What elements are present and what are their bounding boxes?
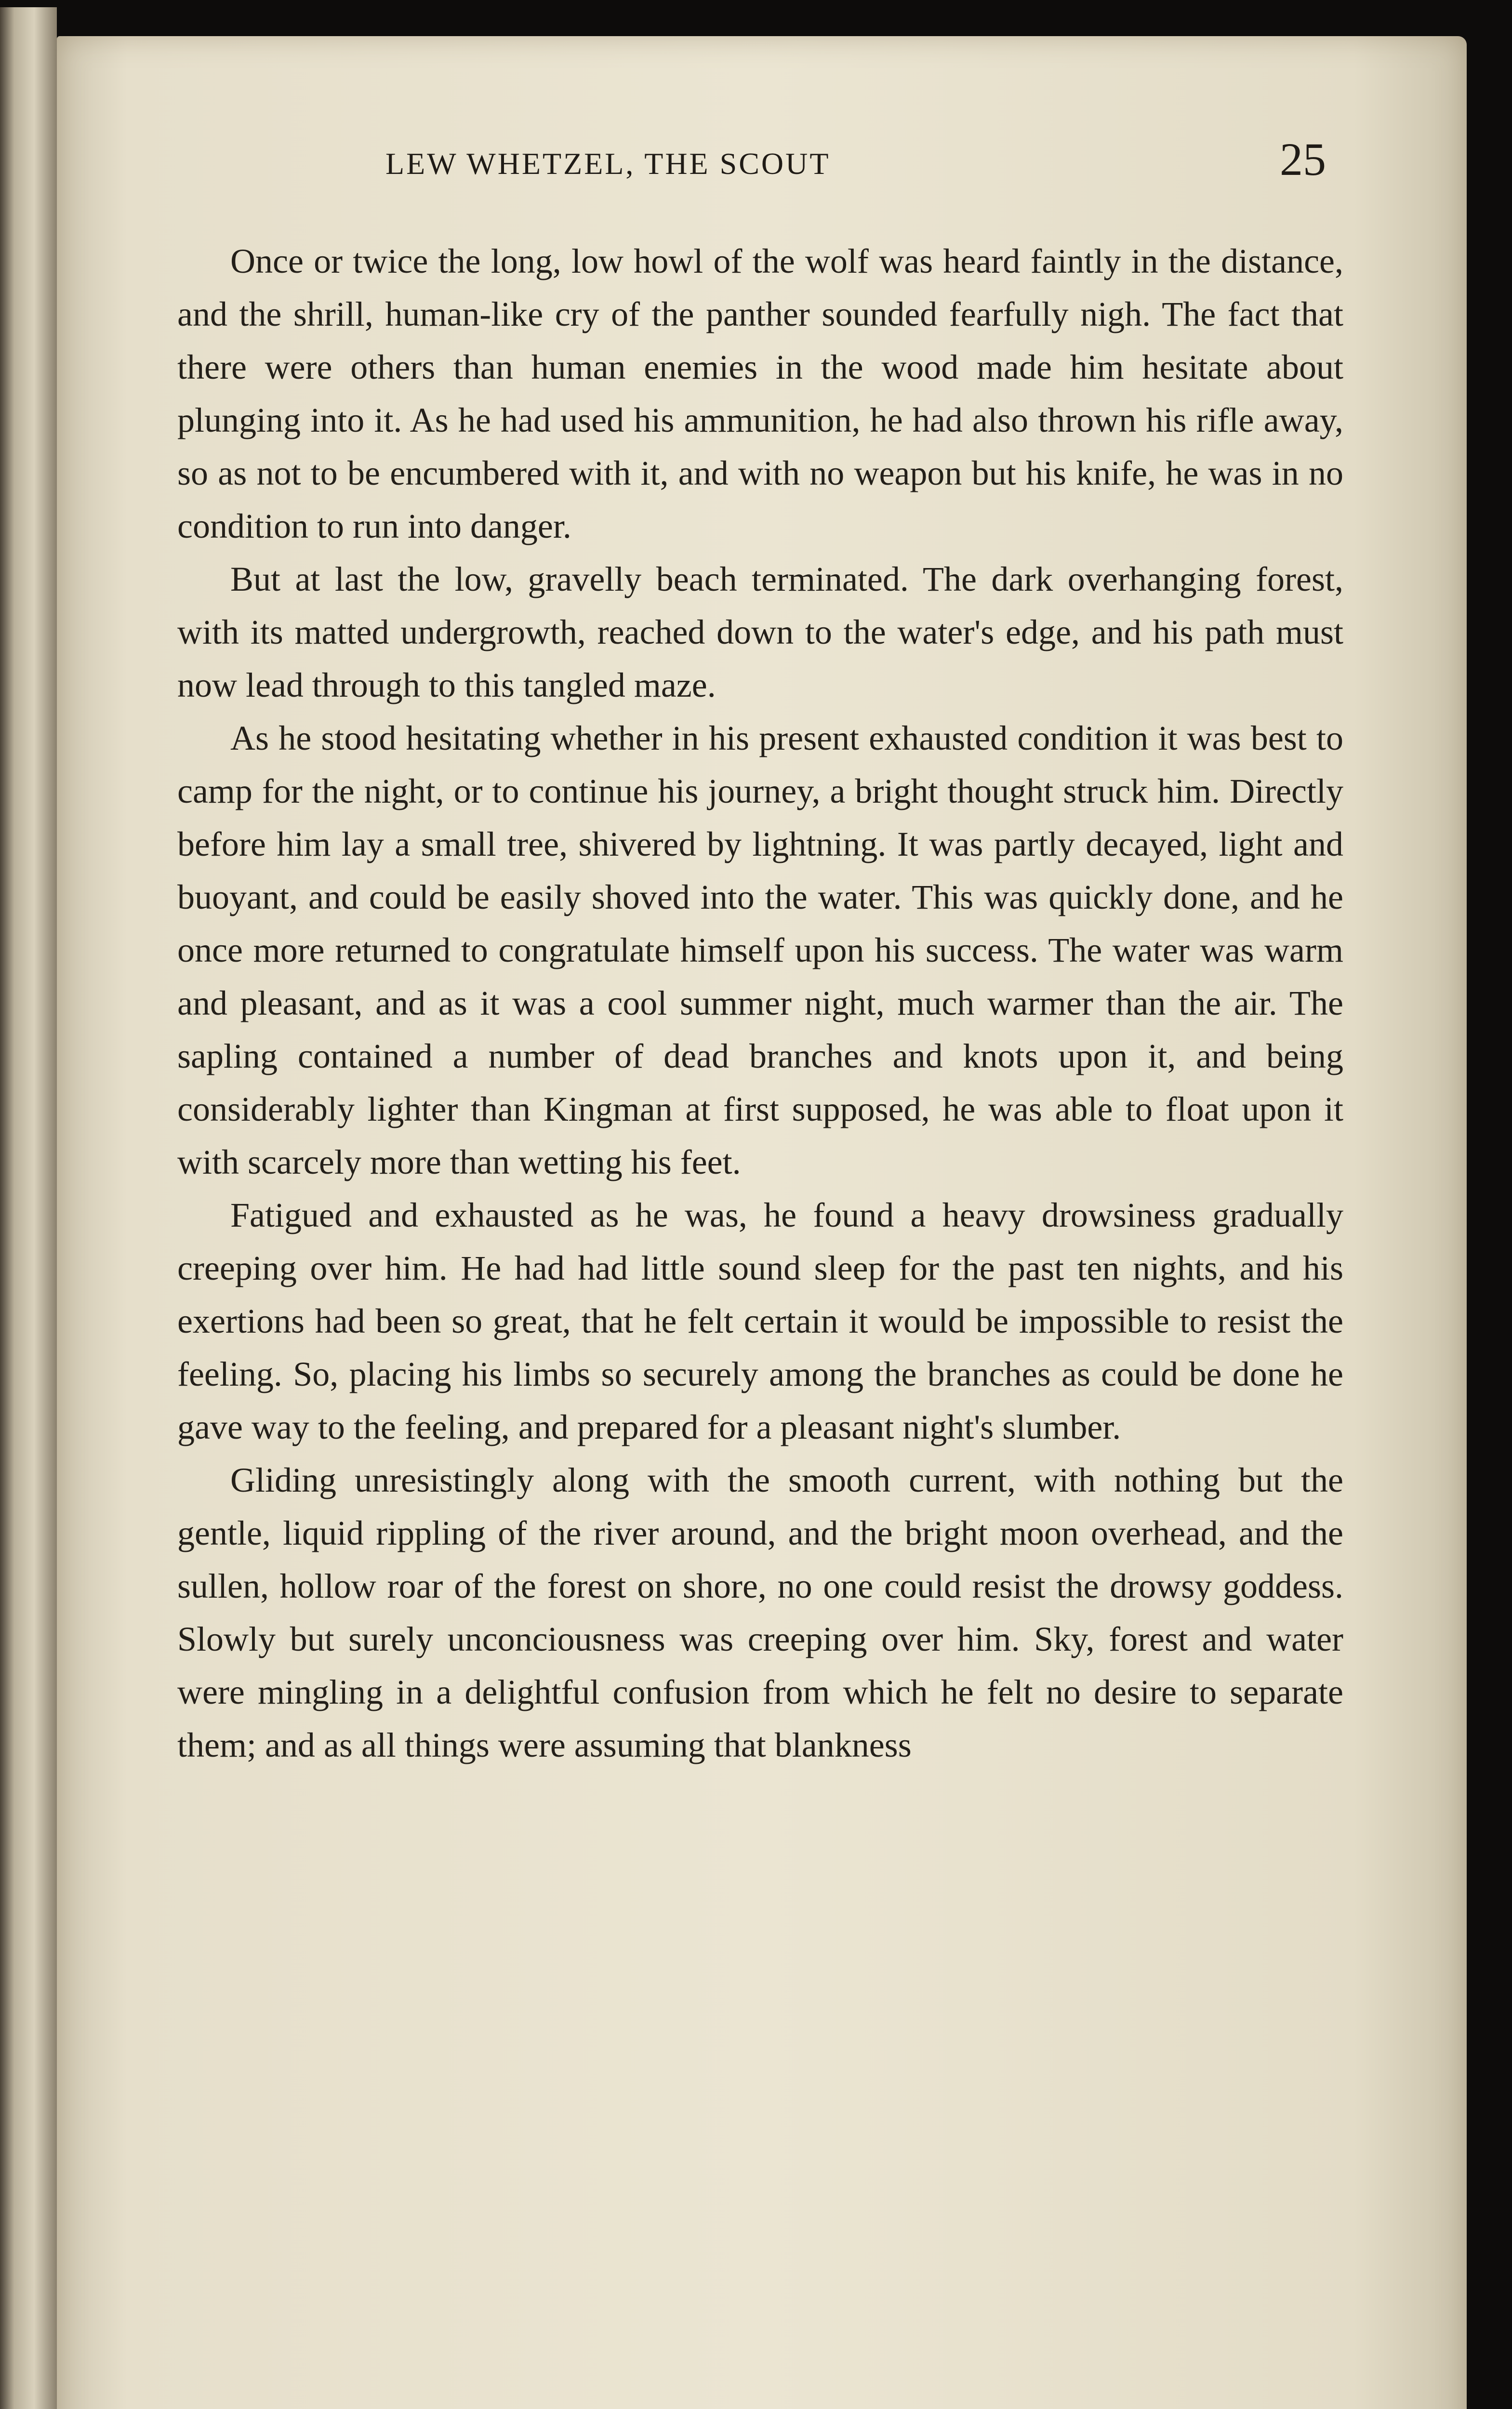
page-number: 25 — [1280, 133, 1326, 185]
paragraph: Gliding unresistingly along with the smooth current, with nothing but the gentle, liquid rippling of the river around, and the bright moon overhead, and the sullen, hollow roar of the forest on shore, no one could resist the drowsy goddess. Slowly but surely unconciousness was creeping over him. Sky, forest and water were mingling in a delightful confusion from which he felt no desire to separate them; and as all things were assuming that blankness — [177, 1461, 1343, 1764]
paragraph: Fatigued and exhausted as he was, he found a heavy drowsiness gradually creeping over him. He had had little sound sleep for the past ten nights, and his exertions had been so great, that he felt certain it would be impossible to resist the feeling. So, placing his limbs so securely among the branches as could be done he gave way to the feeling, and prepared for a pleasant night's slumber. — [177, 1196, 1343, 1446]
paragraph: But at last the low, gravelly beach terminated. The dark overhanging forest, with its matted undergrowth, reached down to the water's edge, and his path must now lead through to this tangled maze. — [177, 560, 1343, 704]
paragraph: Once or twice the long, low howl of the wolf was heard faintly in the distance, and the shrill, human-like cry of the panther sounded fearfully nigh. The fact that there were others than human enemies in the wood made him hesitate about plunging into it. As he had used his ammunition, he had also thrown his rifle away, so as not to be encumbered with it, and with no weapon but his knife, he was in no condition to run into danger. — [177, 242, 1343, 545]
running-head: LEW WHETZEL, THE SCOUT — [385, 146, 831, 181]
body-text — [177, 235, 1343, 1772]
paragraph: As he stood hesitating whether in his present exhausted condition it was best to camp for the night, or to continue his journey, a bright thought struck him. Directly before him lay a small tree, shivered by lightning. It was partly decayed, light and buoyant, and could be easily shoved into the water. This was quickly done, and he once more returned to congratulate himself upon his success. The water was warm and pleasant, and as it was a cool summer night, much warmer than the air. The sapling contained a number of dead branches and knots upon it, and being considerably lighter than Kingman at first supposed, he was able to float upon it with scarcely more than wetting his feet. — [177, 719, 1343, 1181]
book-page — [57, 36, 1467, 2409]
book-spine-edge — [0, 7, 57, 2409]
